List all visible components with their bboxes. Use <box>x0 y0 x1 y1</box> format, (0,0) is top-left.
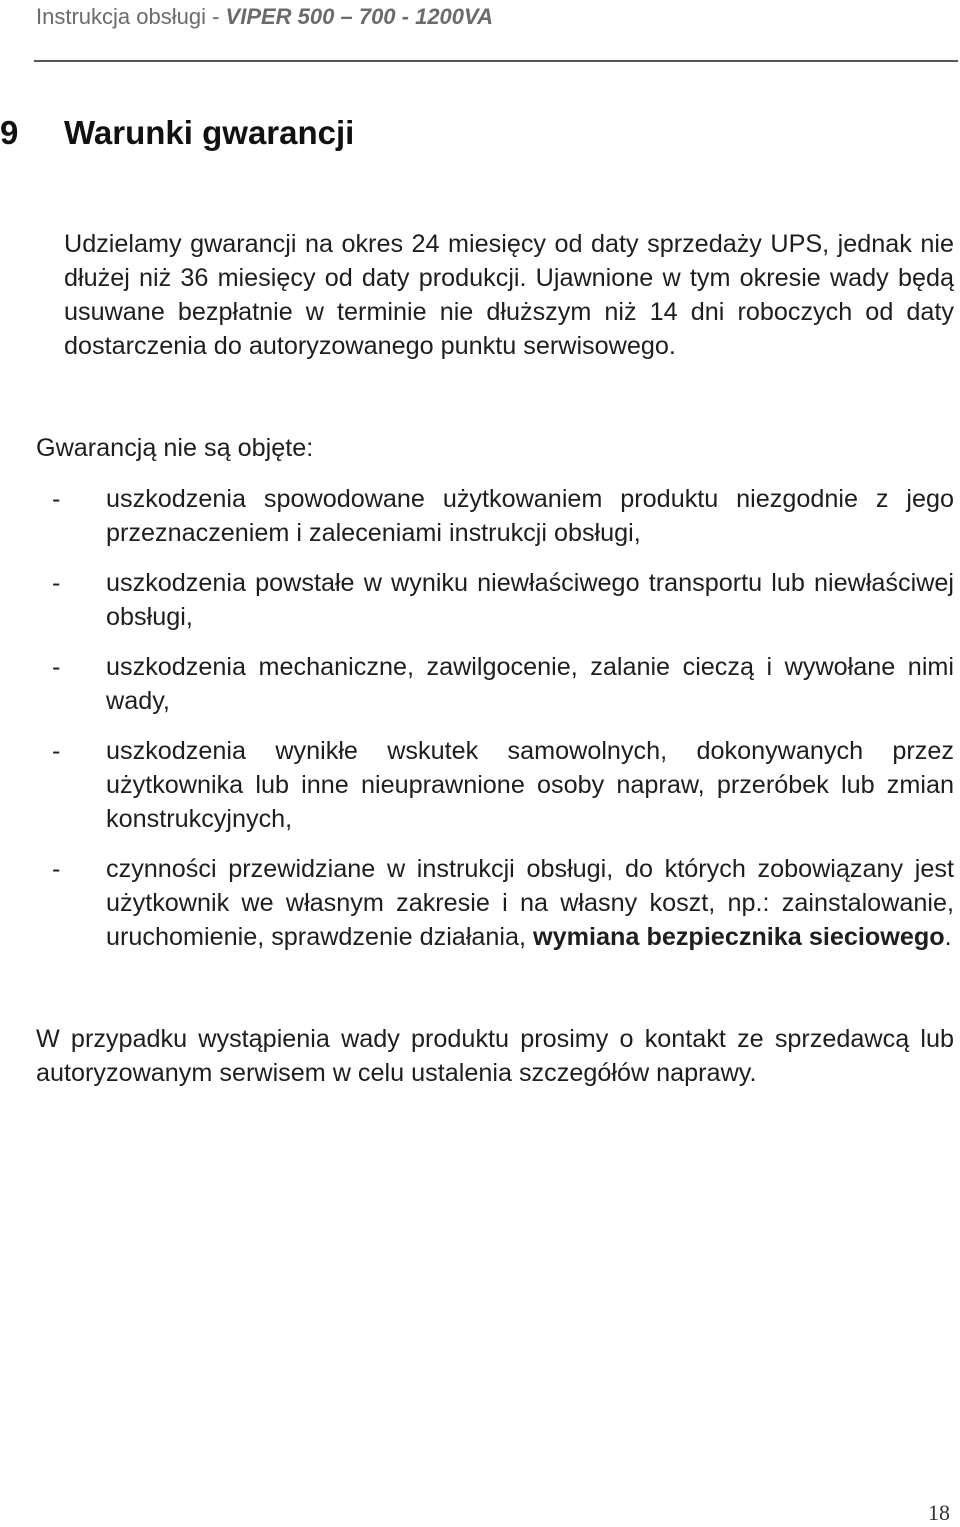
list-dash: - <box>52 855 61 883</box>
list-item-text: uszkodzenia spowodowane użytkowaniem produktu niezgodnie z jego przeznaczeniem i zaleceniami instrukcji obsługi, <box>106 485 954 547</box>
intro-text: Udzielamy gwarancji na okres 24 miesięcy od daty sprzedaży UPS, jednak nie dłużej niż 36 miesięcy od daty produkcji. Ujawnione w tym okresie wady będą usuwane bezpłatnie w terminie nie dłuższym niż 14 dni roboczych od daty dostarczenia do autoryzowanego punktu serwisowego. <box>64 230 954 360</box>
list-item-text-container <box>106 852 954 954</box>
list-item-text: uszkodzenia wynikłe wskutek samowolnych, dokonywanych przez użytkownika lub inne nieuprawnione osoby napraw, przeróbek lub zmian konstrukcyjnych, <box>106 737 954 833</box>
section-title: Warunki gwarancji <box>64 114 355 151</box>
closing-paragraph: W przypadku wystąpienia wady produktu prosimy o kontakt ze sprzedawcą lub autoryzowanym serwisem w celu ustalenia szczegółów naprawy. <box>36 1025 954 1087</box>
running-header <box>36 4 493 30</box>
header-model: VIPER 500 – 700 - 1200VA <box>225 4 493 29</box>
list-dash: - <box>52 485 61 513</box>
section-number: 9 <box>0 114 19 151</box>
list-item <box>36 650 954 718</box>
list-item-text: uszkodzenia powstałe w wyniku niewłaściwego transportu lub niewłaściwej obsługi, <box>106 569 954 631</box>
list-item <box>36 852 954 954</box>
page-number: 18 <box>928 1500 950 1525</box>
section-heading <box>0 114 354 152</box>
list-dash: - <box>52 653 61 681</box>
intro-paragraph <box>64 227 954 363</box>
list-item-text: czynności przewidziane w instrukcji obsługi, do których zobowiązany jest użytkownik we własnym zakresie i na własny koszt, np.: zainstalowanie, uruchomienie, sprawdzenie działania, <box>106 855 954 951</box>
list-item-tail: . <box>944 923 952 951</box>
header-prefix: Instrukcja obsługi - <box>36 4 226 29</box>
list-item <box>36 566 954 634</box>
list-item <box>36 734 954 836</box>
list-item-bold-text: wymiana bezpiecznika sieciowego <box>533 923 945 951</box>
list-item-text: uszkodzenia mechaniczne, zawilgocenie, zalanie cieczą i wywołane nimi wady, <box>106 653 954 715</box>
exclusions-list <box>36 482 954 970</box>
list-dash: - <box>52 737 61 765</box>
exclusions-heading: Gwarancją nie są objęte: <box>36 434 314 462</box>
header-divider <box>34 60 958 62</box>
list-dash: - <box>52 569 61 597</box>
list-item <box>36 482 954 550</box>
